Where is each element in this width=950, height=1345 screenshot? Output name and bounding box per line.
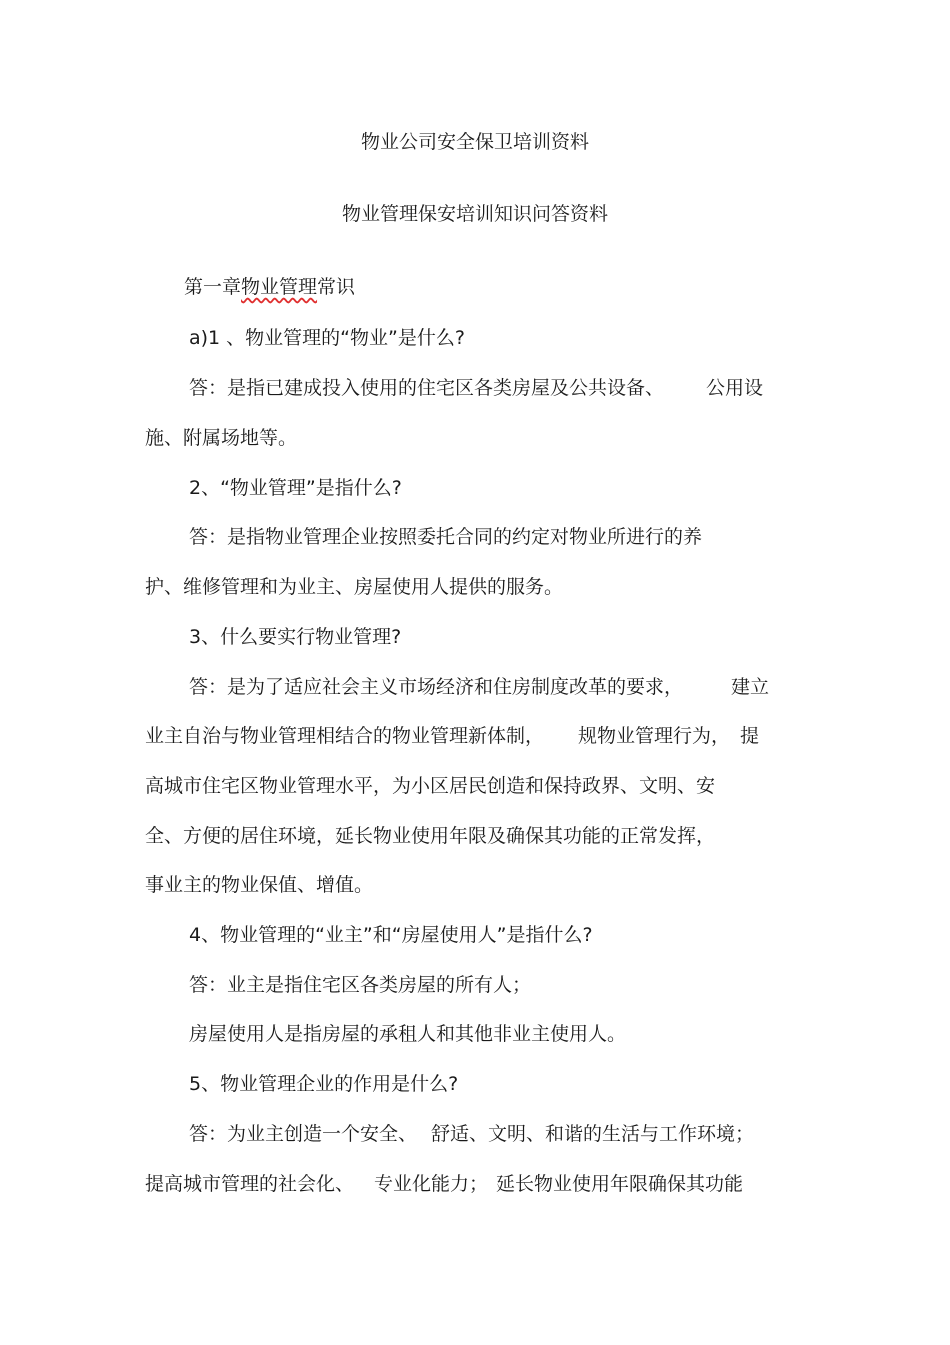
answer-3-line-2-part-b: 规物业管理行为， [578, 725, 731, 747]
question-2: 2、“物业管理”是指什么? [189, 477, 402, 499]
answer-3-line-1-part-a: 答：是为了适应社会主义市场经济和住房制度改革的要求， [189, 676, 684, 698]
answer-5-line-1-part-b: 舒适、文明、和谐的生活与工作环境； [431, 1123, 755, 1145]
answer-3-line-2-part-a: 业主自治与物业管理相结合的物业管理新体制， [145, 725, 545, 747]
answer-3-line-1-part-b: 建立 [731, 676, 770, 698]
answer-5-line-2-part-b: 专业化能力； [374, 1173, 489, 1195]
document-subtitle: 物业管理保安培训知识问答资料 [341, 203, 608, 225]
answer-3-line-2-part-c: 提 [740, 725, 760, 747]
answer-3-line-2 [145, 724, 950, 748]
answer-5-line-2 [145, 1172, 950, 1196]
question-4: 4、物业管理的“业主”和“房屋使用人”是指什么? [189, 924, 593, 946]
answer-1-line-1 [189, 376, 950, 400]
answer-4-line-2: 房屋使用人是指房屋的承租人和其他非业主使用人。 [189, 1023, 627, 1045]
answer-3-line-5: 事业主的物业保值、增值。 [145, 874, 374, 896]
answer-1-line-2: 施、附属场地等。 [145, 427, 298, 449]
question-5: 5、物业管理企业的作用是什么? [189, 1073, 459, 1095]
answer-5-line-2-part-c: 延长物业使用年限确保其功能 [496, 1173, 744, 1195]
answer-1-line-1-part-a: 答：是指已建成投入使用的住宅区各类房屋及公共设备、 [189, 377, 665, 399]
answer-3-line-1 [189, 675, 950, 699]
answer-3-line-3: 高城市住宅区物业管理水平，为小区居民创造和保持政界、文明、安 [145, 775, 716, 797]
chapter-underlined-text: 物业管理 [241, 276, 318, 298]
answer-5-line-2-part-a: 提高城市管理的社会化、 [145, 1173, 355, 1195]
answer-3-line-4: 全、方便的居住环境，延长物业使用年限及确保其功能的正常发挥， [145, 825, 716, 847]
question-3: 3、什么要实行物业管理? [189, 626, 402, 648]
chapter-heading [184, 275, 950, 299]
answer-5-line-1 [189, 1122, 950, 1146]
chapter-suffix: 常识 [317, 276, 356, 298]
answer-2-line-2: 护、维修管理和为业主、房屋使用人提供的服务。 [145, 576, 564, 598]
document-title: 物业公司安全保卫培训资料 [360, 131, 589, 153]
answer-4-line-1: 答：业主是指住宅区各类房屋的所有人； [189, 974, 532, 996]
chapter-prefix: 第一章 [184, 276, 242, 298]
answer-5-line-1-part-a: 答：为业主创造一个安全、 [189, 1123, 418, 1145]
question-1: a)1 、物业管理的“物业”是什么? [189, 327, 465, 349]
answer-2-line-1: 答：是指物业管理企业按照委托合同的约定对物业所进行的养 [189, 526, 703, 548]
answer-1-line-1-part-b: 公用设 [706, 377, 764, 399]
